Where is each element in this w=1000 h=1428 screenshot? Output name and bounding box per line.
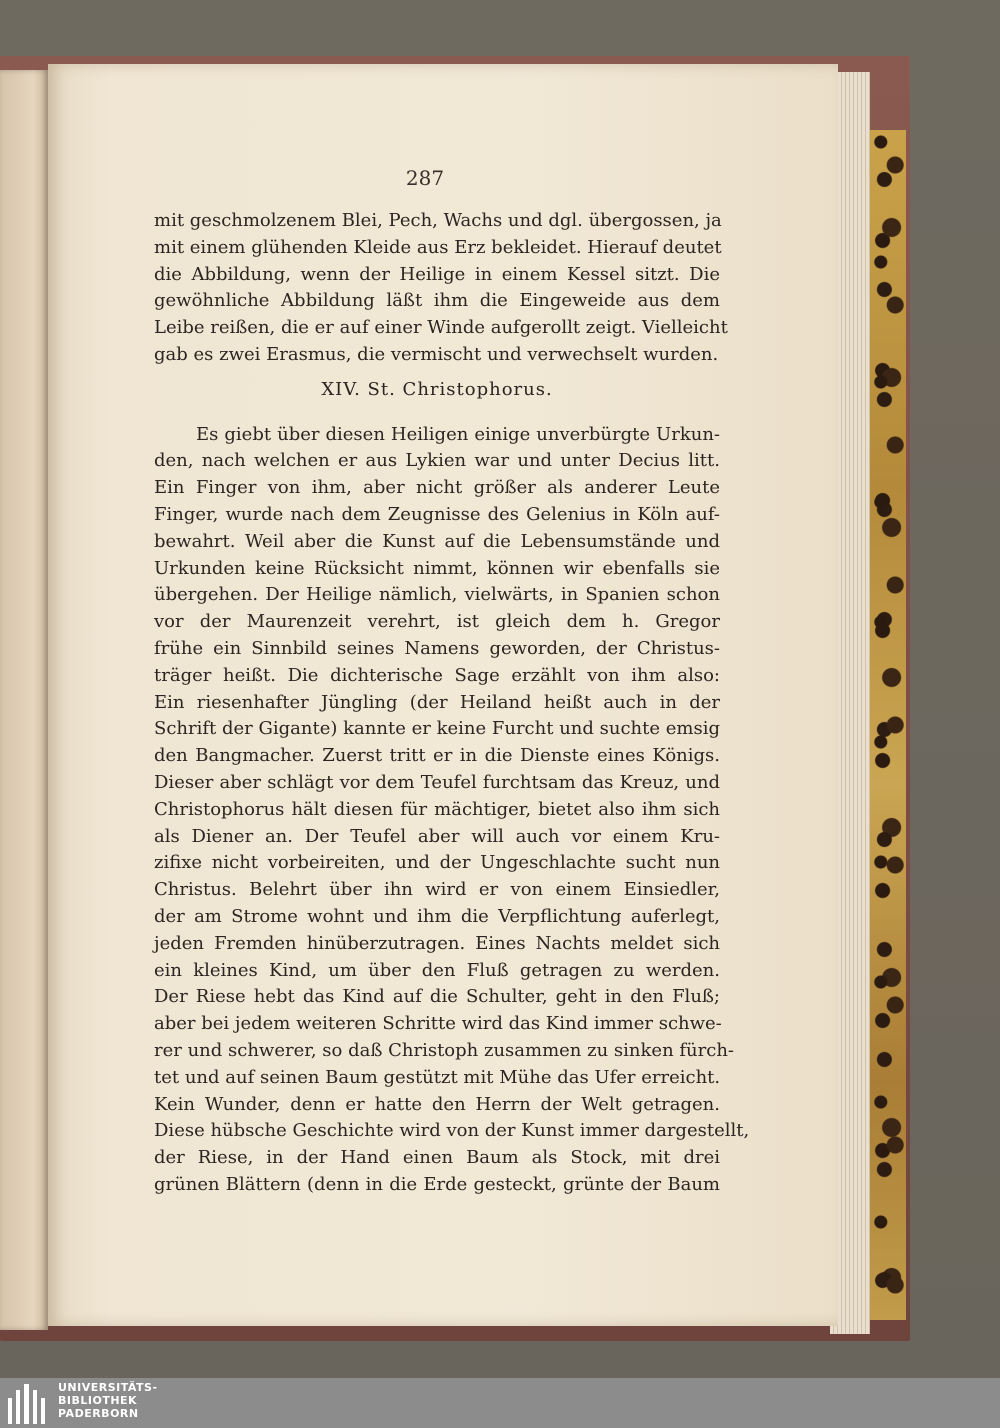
- text-line: jeden Fremden hinüberzutragen. Eines Nachts meldet sich: [154, 932, 720, 954]
- marbled-cover-edge: [870, 130, 906, 1320]
- text-line: aber bei jedem weiteren Schritte wird das Kind immer schwe-: [154, 1013, 722, 1035]
- text-line: bewahrt. Weil aber die Kunst auf die Lebensumstände und: [154, 530, 720, 552]
- text-line: Finger, wurde nach dem Zeugnisse des Gelenius in Köln auf-: [154, 503, 720, 525]
- text-line: Kein Wunder, denn er hatte den Herrn der Welt getragen.: [154, 1093, 720, 1115]
- text-line: Ein riesenhafter Jüngling (der Heiland heißt auch in der: [154, 691, 720, 713]
- text-line: der am Strome wohnt und ihm die Verpflichtung auferlegt,: [154, 905, 720, 927]
- left-page-edge: [0, 70, 48, 1330]
- library-logo-icon: [6, 1382, 48, 1426]
- text-line: den Bangmacher. Zuerst tritt er in die Dienste eines Königs.: [154, 745, 720, 767]
- text-line: träger heißt. Die dichterische Sage erzählt von ihm also:: [154, 664, 720, 686]
- text-line: frühe ein Sinnbild seines Namens geworden, der Christus-: [154, 637, 720, 659]
- text-line: Leibe reißen, die er auf einer Winde aufgerollt zeigt. Vielleicht: [154, 317, 728, 339]
- logo-line: BIBLIOTHEK: [58, 1394, 138, 1407]
- text-line: Christophorus hält diesen für mächtiger, bietet also ihm sich: [154, 798, 720, 820]
- text-line: Dieser aber schlägt vor dem Teufel furchtsam das Kreuz, und: [154, 771, 720, 793]
- text-line: rer und schwerer, so daß Christoph zusammen zu sinken fürch-: [154, 1039, 734, 1061]
- logo-line: PADERBORN: [58, 1407, 139, 1420]
- book-page: [48, 64, 838, 1326]
- text-line: als Diener an. Der Teufel aber will auch vor einem Kru-: [154, 825, 720, 847]
- text-line: der Riese, in der Hand einen Baum als Stock, mit drei: [154, 1147, 720, 1169]
- text-line: Ein Finger von ihm, aber nicht größer als anderer Leute: [154, 477, 720, 499]
- text-line: gab es zwei Erasmus, die vermischt und verwechselt wurden.: [154, 343, 719, 365]
- page-number: 287: [405, 166, 445, 190]
- page-text: [154, 208, 750, 1199]
- text-line: übergehen. Der Heilige nämlich, vielwärts, in Spanien schon: [154, 584, 720, 606]
- text-line: ein kleines Kind, um über den Fluß getragen zu werden.: [154, 959, 720, 981]
- section-heading: XIV. St. Christophorus.: [321, 378, 553, 400]
- text-line: mit geschmolzenem Blei, Pech, Wachs und dgl. übergossen, ja: [154, 210, 722, 231]
- text-line: Diese hübsche Geschichte wird von der Kunst immer dargestellt,: [154, 1120, 750, 1142]
- text-line: Urkunden keine Rücksicht nimmt, können wir ebenfalls sie: [154, 557, 720, 579]
- text-line: Christus. Belehrt über ihn wird er von einem Einsiedler,: [154, 879, 720, 901]
- text-line: die Abbildung, wenn der Heilige in einem Kessel sitzt. Die: [154, 263, 720, 285]
- text-line: Der Riese hebt das Kind auf die Schulter, geht in den Fluß;: [154, 986, 720, 1008]
- text-line: mit einem glühenden Kleide aus Erz bekleidet. Hierauf deutet: [154, 236, 722, 258]
- logo-line: UNIVERSITÄTS-: [58, 1381, 158, 1394]
- text-line: vor der Maurenzeit verehrt, ist gleich dem h. Gregor: [154, 611, 720, 633]
- text-line: zifixe nicht vorbeireiten, und der Ungeschlachte sucht nun: [154, 852, 720, 874]
- text-line: gewöhnliche Abbildung läßt ihm die Eingeweide aus dem: [154, 290, 720, 312]
- text-line: Es giebt über diesen Heiligen einige unverbürgte Urkun-: [196, 423, 720, 445]
- text-line: tet und auf seinen Baum gestützt mit Mühe das Ufer erreicht.: [154, 1066, 721, 1088]
- text-line: den, nach welchen er aus Lykien war und unter Decius litt.: [154, 450, 720, 472]
- library-logo-text: [58, 1381, 158, 1420]
- text-line: grünen Blättern (denn in die Erde gesteckt, grünte der Baum: [154, 1173, 720, 1195]
- text-line: Schrift der Gigante) kannte er keine Furcht und suchte emsig: [154, 718, 720, 740]
